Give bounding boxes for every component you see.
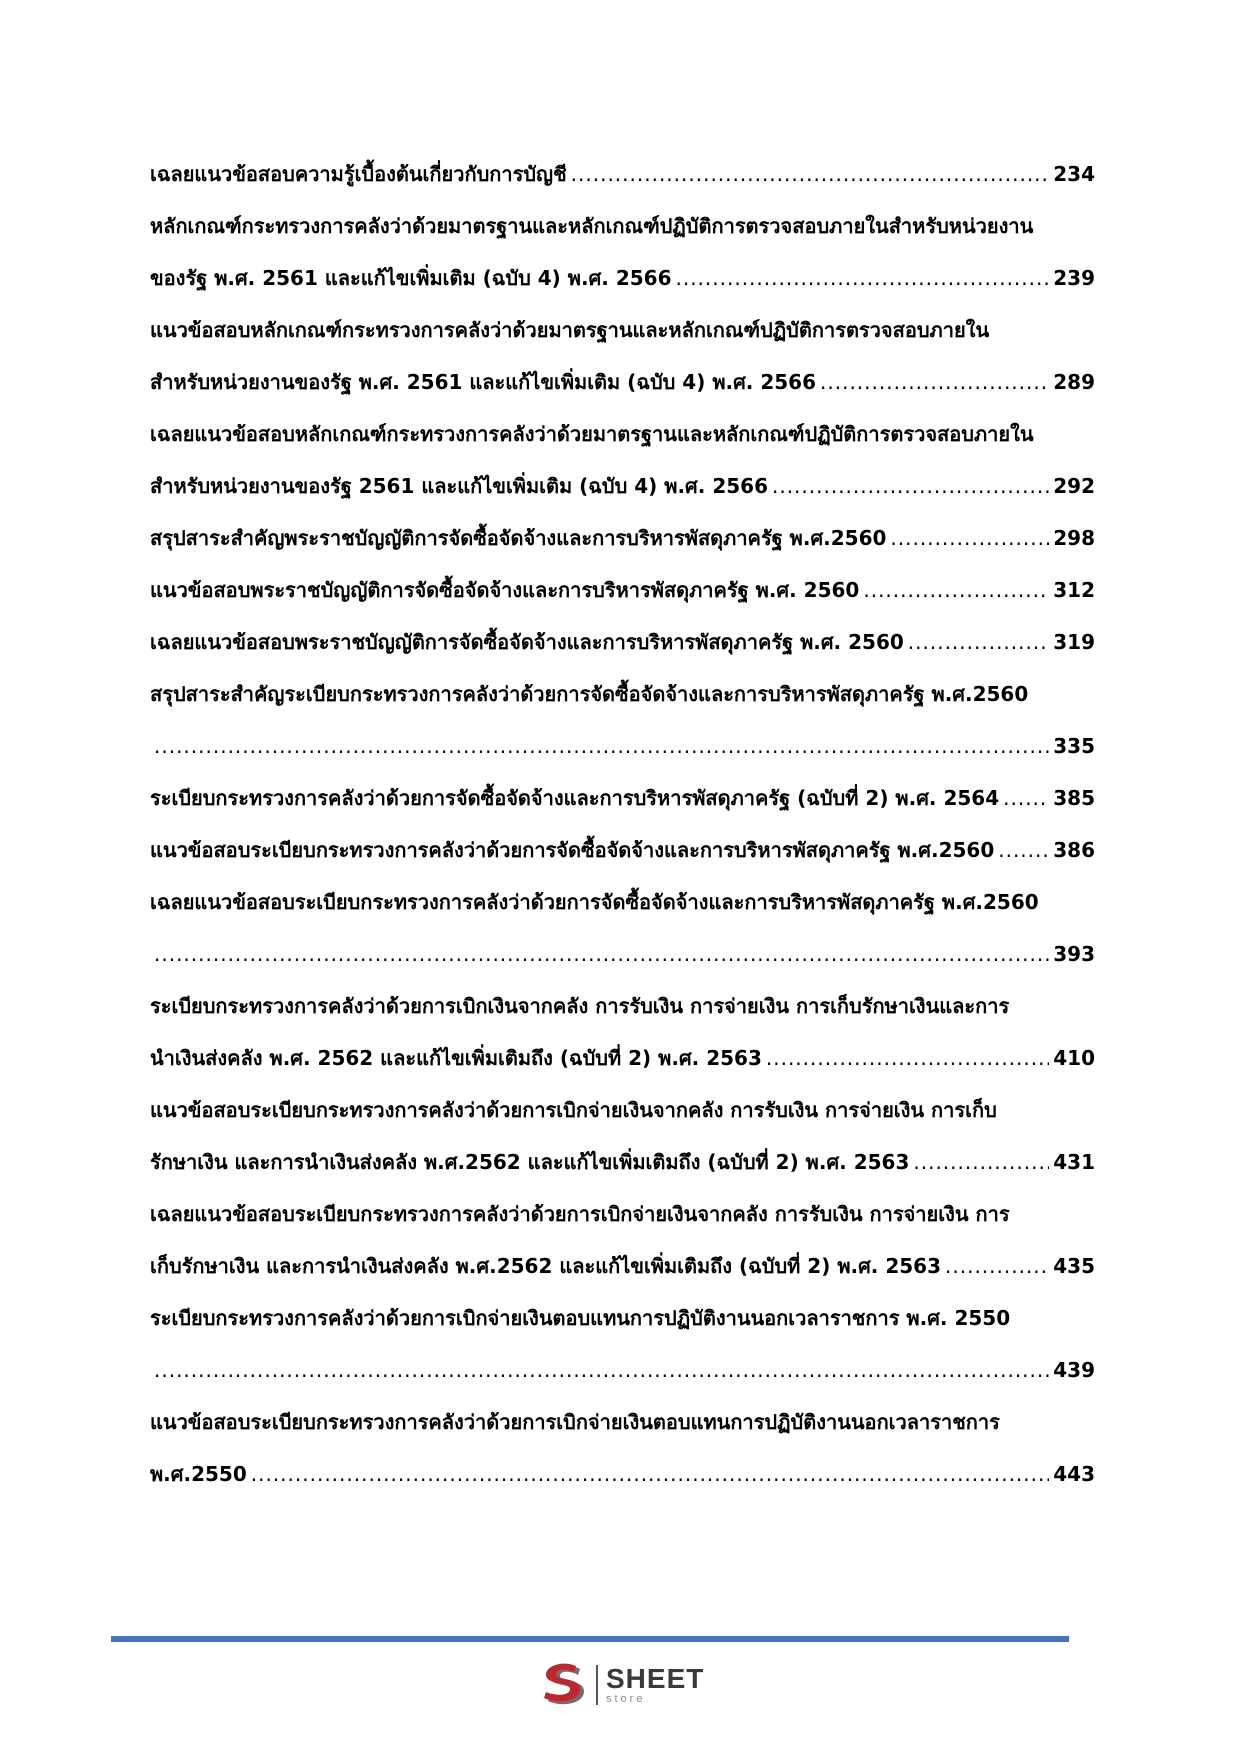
dot-leader	[945, 1240, 1049, 1292]
toc-entry[interactable]	[150, 824, 1095, 876]
toc-entry-title: สรุปสาระสำคัญพระราชบัญญัติการจัดซื้อจัดจ้างและการบริหารพัสดุภาครัฐ พ.ศ.2560	[150, 526, 887, 550]
toc-entry-line	[150, 408, 1095, 460]
dot-leader	[251, 1448, 1050, 1500]
toc-entry-line	[150, 1448, 1095, 1500]
toc-entry[interactable]	[150, 1396, 1095, 1500]
toc-page-number: 410	[1053, 1046, 1095, 1070]
toc-page-number: 443	[1053, 1462, 1095, 1486]
sheet-store-logo	[540, 1660, 704, 1710]
dot-leader	[675, 252, 1049, 304]
toc-entry[interactable]	[150, 512, 1095, 564]
toc-page-number: 386	[1053, 838, 1095, 862]
dot-leader	[908, 616, 1049, 668]
toc-entry-title: สำหรับหน่วยงานของรัฐ พ.ศ. 2561 และแก้ไขเพิ่มเติม (ฉบับ 4) พ.ศ. 2566	[150, 370, 817, 394]
toc-entry-title: แนวข้อสอบระเบียบกระทรวงการคลังว่าด้วยการจัดซื้อจัดจ้างและการบริหารพัสดุภาครัฐ พ.ศ.2560	[150, 838, 995, 862]
toc-entry[interactable]	[150, 876, 1095, 980]
toc-page-number: 385	[1053, 786, 1095, 810]
dot-leader	[1003, 772, 1049, 824]
toc-entry-line	[150, 252, 1095, 304]
toc-entry-title: นำเงินส่งคลัง พ.ศ. 2562 และแก้ไขเพิ่มเติมถึง (ฉบับที่ 2) พ.ศ. 2563	[150, 1046, 762, 1070]
toc-page-number: 292	[1053, 474, 1095, 498]
dot-leader	[890, 512, 1049, 564]
toc-entry-title: เฉลยแนวข้อสอบระเบียบกระทรวงการคลังว่าด้วยการจัดซื้อจัดจ้างและการบริหารพัสดุภาครัฐ พ.ศ.2560	[150, 890, 1039, 914]
toc-entry-line	[150, 304, 1095, 356]
toc-entry-title: หลักเกณฑ์กระทรวงการคลังว่าด้วยมาตรฐานและหลักเกณฑ์ปฏิบัติการตรวจสอบภายในสำหรับหน่วยงาน	[150, 214, 1034, 238]
toc-page-number: 435	[1053, 1254, 1095, 1278]
dot-leader	[571, 148, 1050, 200]
toc-page-number: 239	[1053, 266, 1095, 290]
toc-entry-title: แนวข้อสอบระเบียบกระทรวงการคลังว่าด้วยการเบิกจ่ายเงินจากคลัง การรับเงิน การจ่ายเงิน การเก็บ	[150, 1098, 997, 1122]
toc-entry[interactable]	[150, 668, 1095, 772]
toc-entry-line	[150, 356, 1095, 408]
toc-entry[interactable]	[150, 616, 1095, 668]
toc-page-number: 393	[1053, 942, 1095, 966]
toc-entry-title: พ.ศ.2550	[150, 1462, 247, 1486]
toc-entry-title: เฉลยแนวข้อสอบความรู้เบื้องต้นเกี่ยวกับการบัญชี	[150, 162, 567, 186]
toc-entry[interactable]	[150, 1292, 1095, 1396]
toc-entry-line	[150, 1396, 1095, 1448]
toc-entry-title: เฉลยแนวข้อสอบระเบียบกระทรวงการคลังว่าด้วยการเบิกจ่ายเงินจากคลัง การรับเงิน การจ่ายเงิน การ	[150, 1202, 1010, 1226]
toc-entry-line	[150, 876, 1095, 928]
dot-leader	[863, 564, 1049, 616]
toc-entry-line	[150, 1084, 1095, 1136]
toc-entry-title: แนวข้อสอบพระราชบัญญัติการจัดซื้อจัดจ้างและการบริหารพัสดุภาครัฐ พ.ศ. 2560	[150, 578, 860, 602]
toc-entry-title: เฉลยแนวข้อสอบพระราชบัญญัติการจัดซื้อจัดจ้างและการบริหารพัสดุภาครัฐ พ.ศ. 2560	[150, 630, 904, 654]
toc-entry-line	[150, 460, 1095, 512]
toc-page-number: 312	[1053, 578, 1095, 602]
table-of-contents	[150, 148, 1095, 1500]
toc-entry-line	[150, 668, 1095, 720]
toc-entry-title: ระเบียบกระทรวงการคลังว่าด้วยการจัดซื้อจัดจ้างและการบริหารพัสดุภาครัฐ (ฉบับที่ 2) พ.ศ. 2564	[150, 786, 1000, 810]
dot-leader	[154, 1344, 1049, 1396]
toc-page-number: 335	[1053, 734, 1095, 758]
toc-entry[interactable]	[150, 772, 1095, 824]
toc-entry-line	[150, 564, 1095, 616]
toc-page-number: 234	[1053, 162, 1095, 186]
toc-entry-title: เฉลยแนวข้อสอบหลักเกณฑ์กระทรวงการคลังว่าด้วยมาตรฐานและหลักเกณฑ์ปฏิบัติการตรวจสอบภายใน	[150, 422, 1034, 446]
toc-entry-title: ระเบียบกระทรวงการคลังว่าด้วยการเบิกเงินจากคลัง การรับเงิน การจ่ายเงิน การเก็บรักษาเงินและการ	[150, 994, 1010, 1018]
toc-entry-title: สรุปสาระสำคัญระเบียบกระทรวงการคลังว่าด้วยการจัดซื้อจัดจ้างและการบริหารพัสดุภาครัฐ พ.ศ.2560	[150, 682, 1029, 706]
toc-entry[interactable]	[150, 1084, 1095, 1188]
sheet-store-s-icon	[540, 1661, 590, 1709]
toc-entry-line	[150, 1032, 1095, 1084]
toc-entry-title: แนวข้อสอบระเบียบกระทรวงการคลังว่าด้วยการเบิกจ่ายเงินตอบแทนการปฏิบัติงานนอกเวลาราชการ	[150, 1410, 1000, 1434]
toc-page-number: 431	[1053, 1150, 1095, 1174]
toc-entry[interactable]	[150, 200, 1095, 304]
toc-entry-line	[150, 1136, 1095, 1188]
footer-rule	[111, 1636, 1069, 1642]
toc-page-number: 439	[1053, 1358, 1095, 1382]
toc-entry[interactable]	[150, 408, 1095, 512]
toc-entry-line	[150, 1344, 1095, 1396]
logo-wordmark	[606, 1665, 704, 1705]
dot-leader	[820, 356, 1049, 408]
toc-entry-line	[150, 148, 1095, 200]
logo-brand-text: SHEET	[606, 1663, 705, 1694]
toc-entry-title: สำหรับหน่วยงานของรัฐ 2561 และแก้ไขเพิ่มเติม (ฉบับ 4) พ.ศ. 2566	[150, 474, 768, 498]
toc-entry-line	[150, 980, 1095, 1032]
toc-entry-line	[150, 824, 1095, 876]
dot-leader	[913, 1136, 1049, 1188]
toc-entry-line	[150, 200, 1095, 252]
toc-entry[interactable]	[150, 980, 1095, 1084]
dot-leader	[998, 824, 1049, 876]
dot-leader	[154, 720, 1049, 772]
toc-entry-line	[150, 772, 1095, 824]
toc-entry-title: แนวข้อสอบหลักเกณฑ์กระทรวงการคลังว่าด้วยมาตรฐานและหลักเกณฑ์ปฏิบัติการตรวจสอบภายใน	[150, 318, 990, 342]
dot-leader	[772, 460, 1049, 512]
toc-entry-line	[150, 928, 1095, 980]
toc-entry[interactable]	[150, 1188, 1095, 1292]
toc-entry[interactable]	[150, 564, 1095, 616]
toc-entry-line	[150, 720, 1095, 772]
toc-entry-title: ระเบียบกระทรวงการคลังว่าด้วยการเบิกจ่ายเงินตอบแทนการปฏิบัติงานนอกเวลาราชการ พ.ศ. 2550	[150, 1306, 1011, 1330]
toc-entry[interactable]	[150, 304, 1095, 408]
dot-leader	[766, 1032, 1049, 1084]
toc-page-number: 319	[1053, 630, 1095, 654]
toc-page-number: 289	[1053, 370, 1095, 394]
dot-leader	[154, 928, 1049, 980]
toc-entry-title: รักษาเงิน และการนำเงินส่งคลัง พ.ศ.2562 และแก้ไขเพิ่มเติมถึง (ฉบับที่ 2) พ.ศ. 2563	[150, 1150, 910, 1174]
toc-entry-title: ของรัฐ พ.ศ. 2561 และแก้ไขเพิ่มเติม (ฉบับ 4) พ.ศ. 2566	[150, 266, 672, 290]
toc-entry-title: เก็บรักษาเงิน และการนำเงินส่งคลัง พ.ศ.2562 และแก้ไขเพิ่มเติมถึง (ฉบับที่ 2) พ.ศ. 2563	[150, 1254, 942, 1278]
toc-entry-line	[150, 1188, 1095, 1240]
logo-sub-text: store	[606, 1693, 646, 1705]
toc-entry-line	[150, 512, 1095, 564]
toc-entry-line	[150, 1292, 1095, 1344]
logo-divider	[596, 1665, 598, 1705]
toc-entry-line	[150, 616, 1095, 668]
toc-entry[interactable]	[150, 148, 1095, 200]
toc-entry-line	[150, 1240, 1095, 1292]
toc-page-number: 298	[1053, 526, 1095, 550]
